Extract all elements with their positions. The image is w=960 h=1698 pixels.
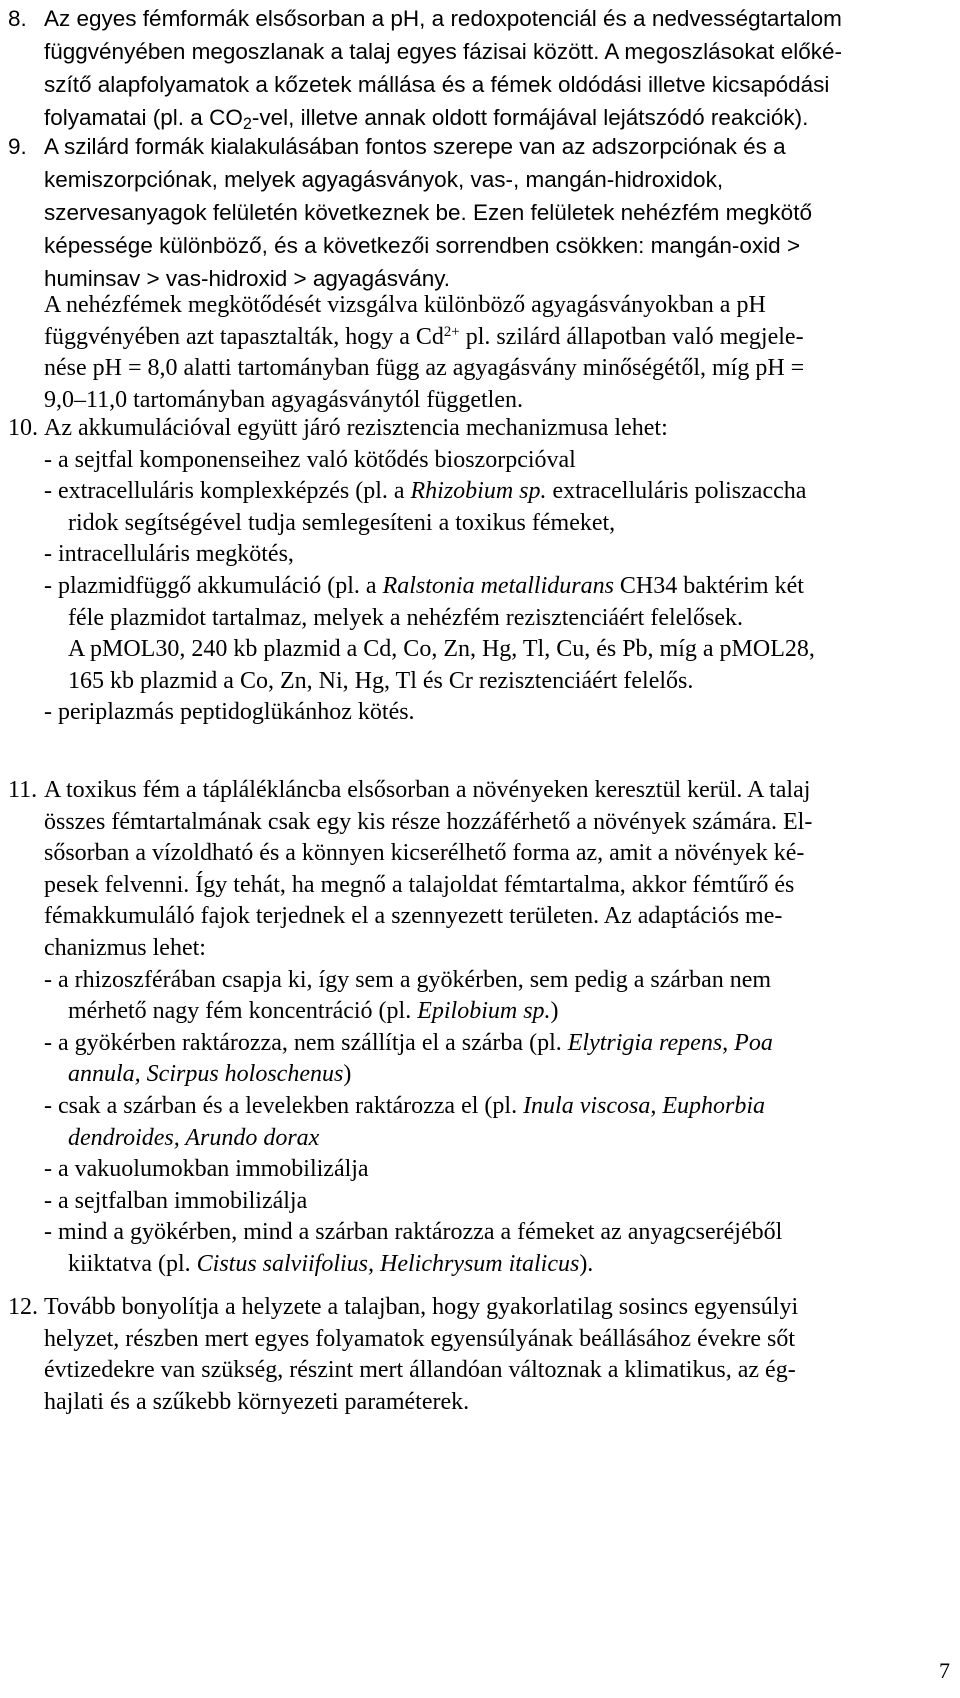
text-line: féle plazmidot tartalmaz, melyek a nehézfém rezisztenciáért felelősek.: [68, 604, 743, 631]
text-line: [44, 476, 953, 508]
italic-species: Elytrigia repens, Poa: [567, 1029, 773, 1056]
text-line: chanizmus lehet:: [44, 934, 206, 961]
text-line: [44, 1059, 953, 1091]
italic-species: Epilobium sp.: [417, 998, 551, 1025]
text-line: szervesanyagok felületén következnek be. Ezen felületek nehézfém megkötő: [44, 200, 812, 225]
text-line: - intracelluláris megkötés,: [44, 541, 294, 568]
text-fragment: - plazmidfüggő akkumuláció (pl. a: [44, 572, 383, 599]
text-fragment: kiiktatva (pl.: [68, 1250, 197, 1277]
text-line: [44, 1123, 953, 1155]
italic-species: dendroides, Arundo dorax: [68, 1124, 320, 1151]
item-number: 10.: [8, 415, 38, 441]
text-line: összes fémtartalmának csak egy kis része hozzáférhető a növények számára. El-: [44, 808, 813, 835]
paragraph-8: [8, 2, 953, 134]
text-line: - periplazmás peptidoglükánhoz kötés.: [44, 699, 415, 726]
text-fragment: -vel, illetve annak oldott formájával lejátszódó reakciók).: [251, 105, 809, 130]
text-line: 165 kb plazmid a Co, Zn, Ni, Hg, Tl és Cr rezisztenciáért felelős.: [68, 667, 694, 694]
text-line: A szilárd formák kialakulásában fontos szerepe van az adszorpciónak és a: [44, 134, 786, 159]
text-fragment: ).: [579, 1250, 594, 1277]
text-fragment: pl. szilárd állapotban való megjele-: [459, 323, 804, 350]
text-line: Az akkumulációval együtt járó rezisztencia mechanizmusa lehet:: [44, 415, 668, 441]
text-line: helyzet, részben mert egyes folyamatok egyensúlyának beállásához évekre sőt: [44, 1325, 796, 1352]
text-line: fémakkumuláló fajok terjednek el a szennyezett területen. Az adaptációs me-: [44, 903, 783, 930]
text-line: A pMOL30, 240 kb plazmid a Cd, Co, Zn, Hg, Tl, Cu, és Pb, míg a pMOL28,: [68, 636, 815, 663]
italic-species: annula, Scirpus holoschenus: [68, 1061, 344, 1088]
text-line: [44, 1028, 953, 1060]
paragraph-12: [8, 1292, 953, 1418]
text-fragment: extracelluláris poliszaccha: [546, 478, 807, 505]
text-line: sősorban a vízoldható és a könnyen kicserélhető forma az, amit a növények ké-: [44, 840, 805, 867]
italic-species: Ralstonia metallidurans: [382, 572, 614, 599]
text-line: évtizedekre van szükség, részint mert állandóan változnak a klimatikus, az ég-: [44, 1357, 796, 1384]
text-fragment: - csak a szárban és a levelekben raktározza el (pl.: [44, 1092, 524, 1119]
text-line: [44, 996, 953, 1028]
text-line: szítő alapfolyamatok a kőzetek mállása és a fémek oldódási illetve kicsapódási: [44, 72, 830, 97]
item-number: 8.: [8, 6, 27, 31]
text-line: A toxikus fém a táplálékláncba elsősorban a növényeken keresztül kerül. A talaj: [44, 777, 811, 803]
text-fragment: ): [550, 998, 559, 1025]
text-line: hajlati és a szűkebb környezeti paraméterek.: [44, 1388, 470, 1415]
text-line: képessége különböző, és a következői sorrendben csökken: mangán-oxid >: [44, 233, 801, 258]
paragraph-9: [8, 130, 953, 295]
text-line: Az egyes fémformák elsősorban a pH, a redoxpotenciál és a nedvességtartalom: [44, 6, 842, 31]
italic-species: Inula viscosa, Euphorbia: [523, 1092, 766, 1119]
paragraph-9-continued: [8, 290, 953, 416]
text-line: A nehézfémek megkötődését vizsgálva különböző agyagásványokban a pH: [44, 292, 766, 318]
text-line: - a sejtfalban immobilizálja: [44, 1187, 308, 1214]
item-number: 11.: [8, 777, 38, 803]
text-line: kemiszorpciónak, melyek agyagásványok, vas-, mangán-hidroxidok,: [44, 167, 724, 192]
text-line: 9,0–11,0 tartományban agyagásványtól független.: [44, 386, 523, 413]
text-line: [44, 571, 953, 603]
text-line: [44, 1249, 953, 1281]
subscript: 2: [242, 115, 252, 134]
text-line: - mind a gyökérben, mind a szárban raktározza a fémeket az anyagcseréjéből: [44, 1219, 783, 1246]
text-fragment: - extracelluláris komplexképzés (pl. a: [44, 478, 411, 505]
italic-species: Cistus salviifolius, Helichrysum italicus: [196, 1250, 580, 1277]
text-line: függvényében megoszlanak a talaj egyes fázisai között. A megoszlásokat előké-: [44, 39, 842, 64]
text-line: - a vakuolumokban immobilizálja: [44, 1156, 369, 1183]
text-fragment: - a gyökérben raktározza, nem szállítja el a szárba (pl.: [44, 1029, 568, 1056]
text-line: [44, 1091, 953, 1123]
item-number: 9.: [8, 134, 27, 159]
text-fragment: CH34 baktérim két: [613, 572, 804, 599]
text-fragment: folyamatai (pl. a CO: [44, 105, 243, 130]
paragraph-11: [8, 775, 953, 1281]
superscript: 2+: [443, 323, 460, 340]
page-number: 7: [939, 1658, 950, 1683]
text-line: - a sejtfal komponenseihez való kötődés bioszorpcióval: [44, 446, 576, 473]
text-fragment: mérhető nagy fém koncentráció (pl.: [68, 998, 418, 1025]
text-line: ridok segítségével tudja semlegesíteni a toxikus fémeket,: [68, 509, 616, 536]
text-line: Tovább bonyolítja a helyzete a talajban, hogy gyakorlatilag sosincs egyensúlyi: [44, 1294, 799, 1320]
text-line: nése pH = 8,0 alatti tartományban függ az agyagásvány minőségétől, míg pH =: [44, 355, 805, 382]
italic-species: Rhizobium sp.: [410, 478, 547, 505]
paragraph-10: [8, 413, 953, 729]
item-number: 12.: [8, 1294, 38, 1320]
text-fragment: függvényében azt tapasztalták, hogy a Cd: [44, 323, 444, 350]
text-line: huminsav > vas-hidroxid > agyagásvány.: [44, 266, 451, 291]
text-line: - a rhizoszférában csapja ki, így sem a gyökérben, sem pedig a szárban nem: [44, 966, 772, 993]
text-line: [44, 322, 953, 354]
text-line: pesek felvenni. Így tehát, ha megnő a talajoldat fémtartalma, akkor fémtűrő és: [44, 871, 795, 898]
text-fragment: ): [343, 1061, 352, 1088]
